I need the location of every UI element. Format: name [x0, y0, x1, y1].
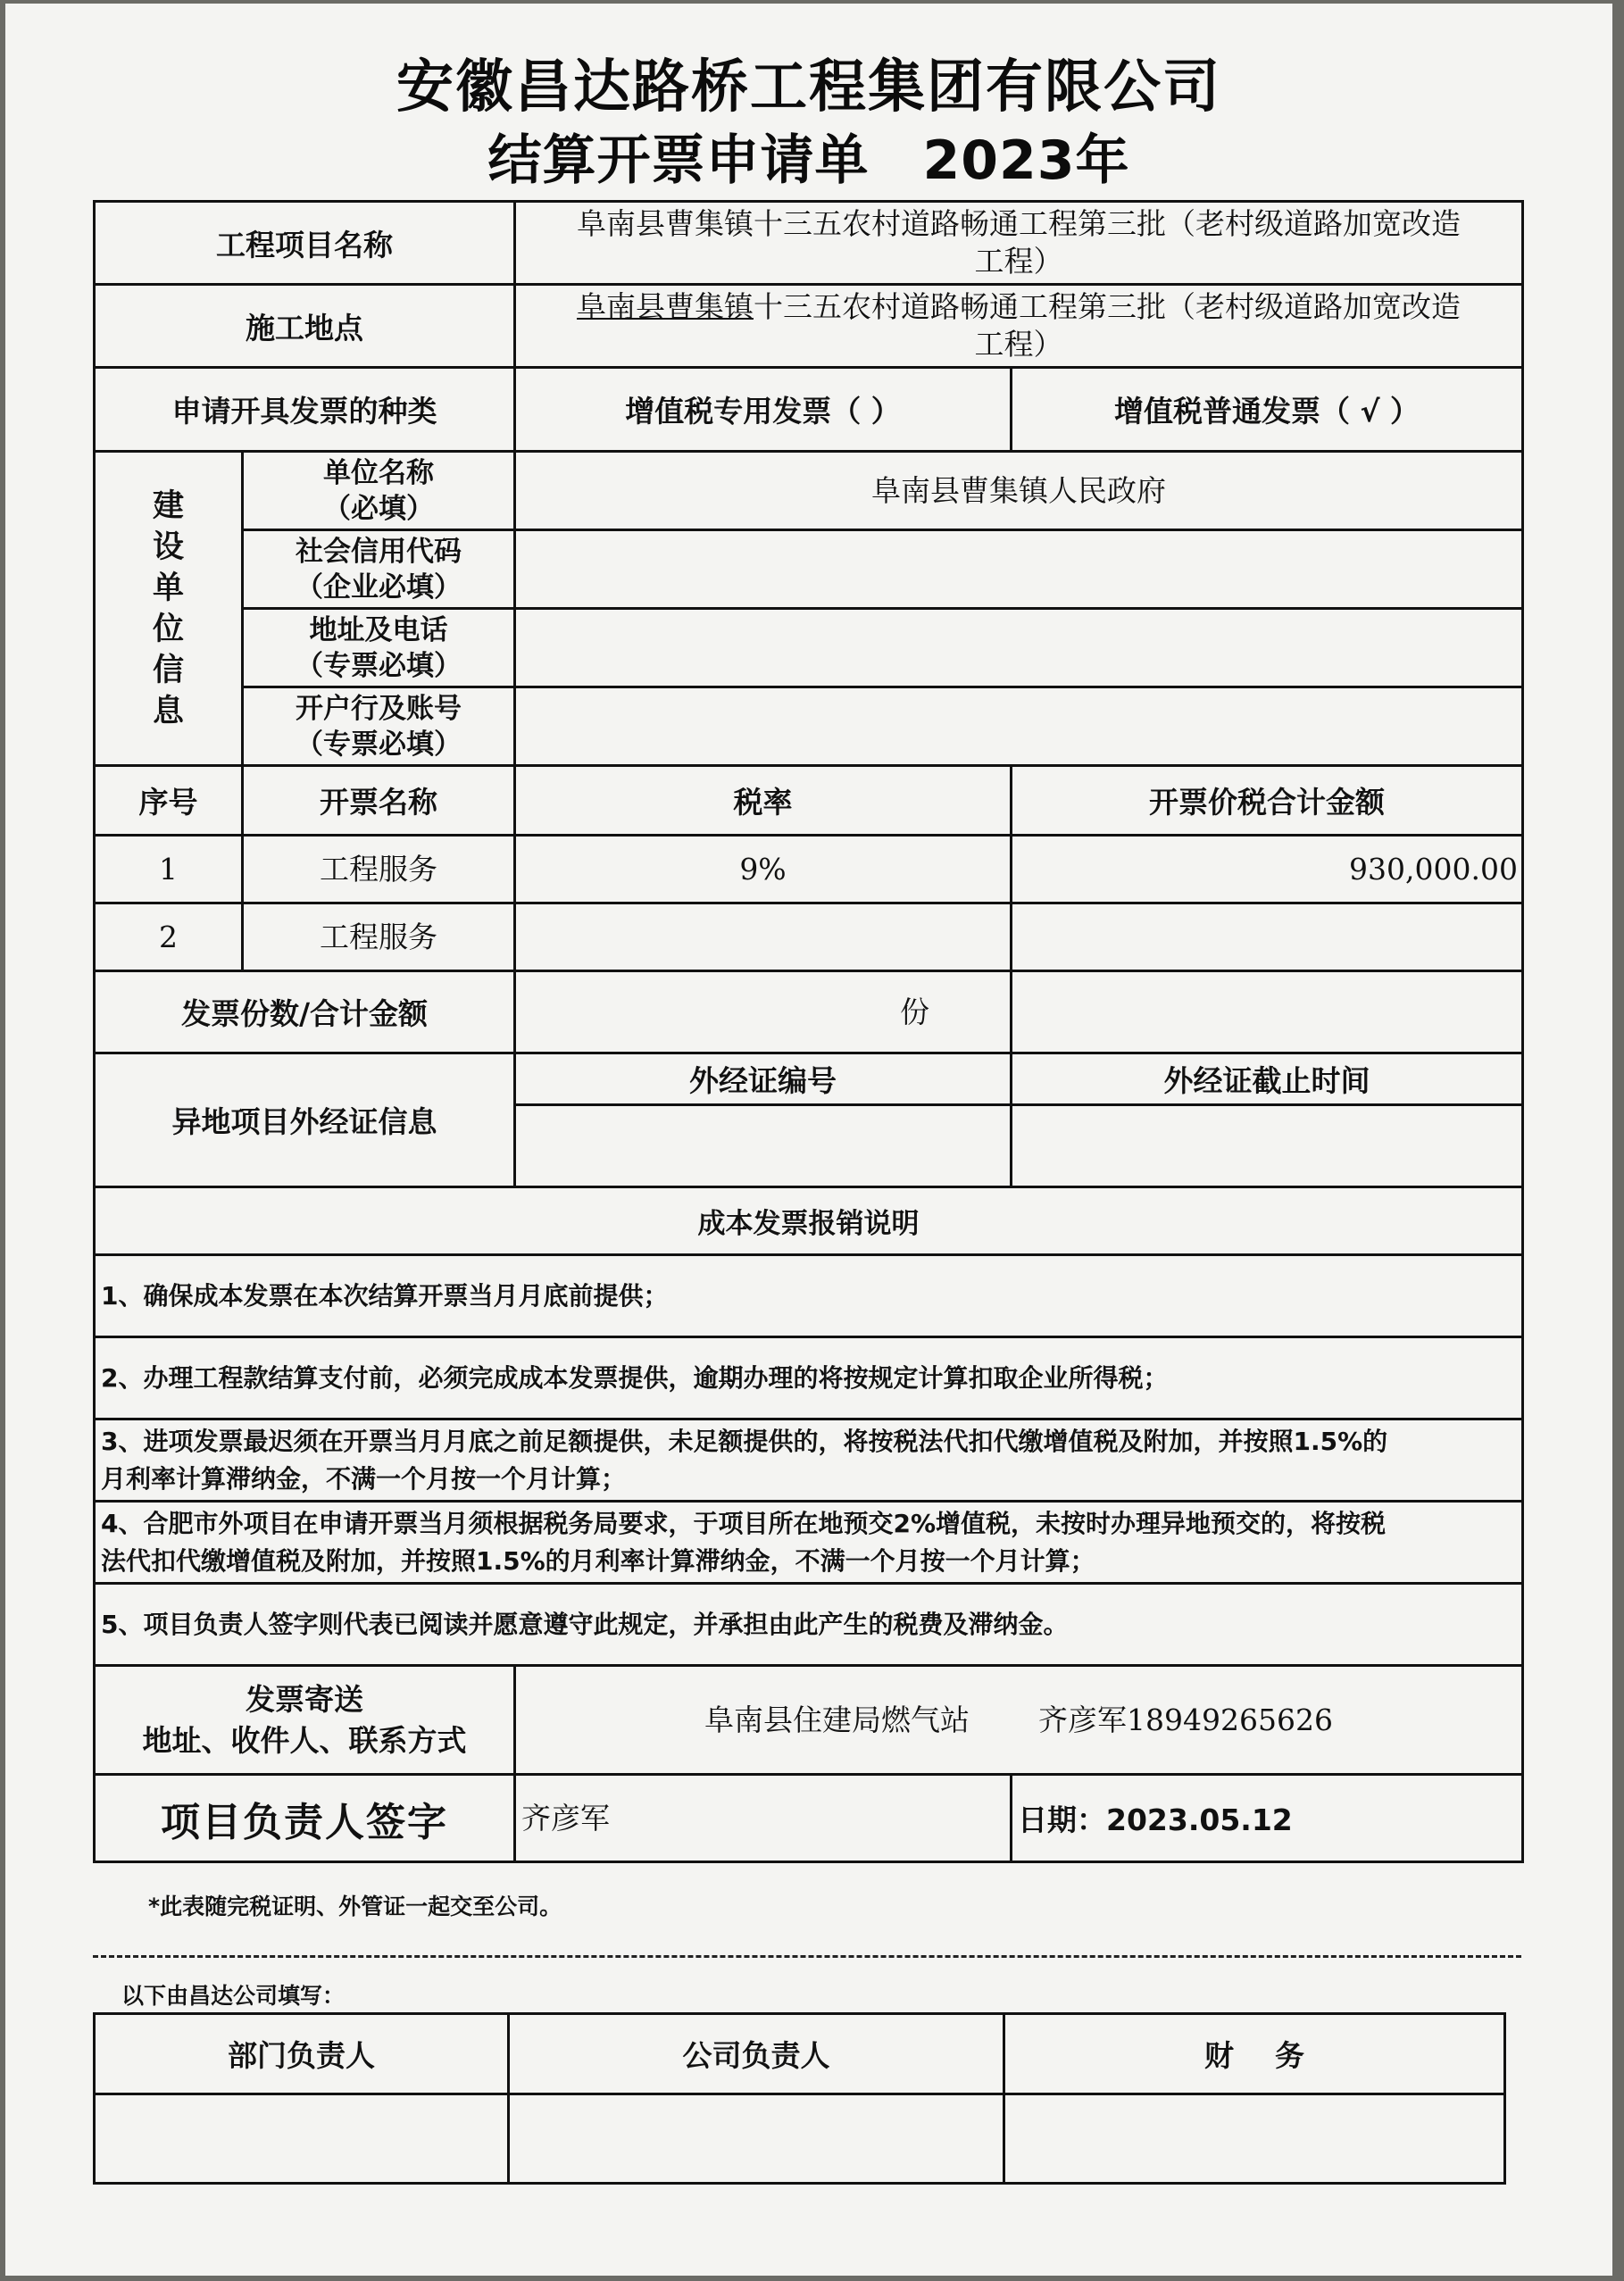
cost-note-4-line1: 4、合肥市外项目在申请开票当月须根据税务局要求，于项目所在地预交2%增值税，未按时办理异地预交的，将按税 — [101, 1508, 1387, 1538]
signature-date: 日期：2023.05.12 — [1012, 1775, 1523, 1862]
delivery-address: 阜南县住建局燃气站 — [704, 1702, 970, 1737]
cost-notes-title-row — [95, 1187, 1523, 1255]
site-value — [515, 285, 1523, 368]
form-title-text: 结算开票申请单 — [487, 129, 870, 192]
delivery-recipient: 齐彦军18949265626 — [1038, 1702, 1333, 1737]
signature-name: 齐彦军 — [515, 1775, 1012, 1862]
bank-account-label-l1: 开户行及账号 — [296, 692, 462, 725]
site-underlined-text: 阜南县曹集镇 — [577, 289, 754, 324]
builder-char: 位 — [152, 611, 184, 647]
credit-code-label — [243, 530, 515, 609]
signature-row — [95, 1775, 1523, 1862]
item-no: 2 — [95, 903, 243, 971]
items-header-row — [95, 766, 1523, 836]
finance-sign — [1004, 2094, 1505, 2184]
delivery-row — [95, 1666, 1523, 1775]
company-head-sign — [509, 2094, 1004, 2184]
delivery-label-line2: 地址、收件人、联系方式 — [142, 1722, 467, 1758]
builder-row-credit-code — [95, 530, 1523, 609]
site-label: 施工地点 — [95, 285, 515, 368]
builder-info-group-label — [95, 452, 243, 766]
totals-amount — [1012, 971, 1523, 1053]
cost-note-1 — [95, 1255, 1523, 1337]
invoice-type-label: 申请开具发票的种类 — [95, 368, 515, 452]
project-name-row — [95, 202, 1523, 285]
invoice-type-row — [95, 368, 1523, 452]
company-title: 安徽昌达路桥工程集团有限公司 — [396, 54, 1221, 121]
address-phone-label-l1: 地址及电话 — [309, 613, 448, 646]
footnote: *此表随完税证明、外管证一起交至公司。 — [148, 1894, 562, 1919]
offsite-label: 异地项目外经证信息 — [95, 1053, 515, 1187]
cert-deadline-value — [1012, 1105, 1523, 1187]
builder-row-bank — [95, 687, 1523, 766]
delivery-value — [515, 1666, 1523, 1775]
item-no: 1 — [95, 836, 243, 903]
company-approval-table — [93, 2012, 1506, 2185]
col-header-name: 开票名称 — [243, 766, 515, 836]
unit-name-label-l2: （必填） — [323, 492, 434, 525]
item-amount — [1012, 903, 1523, 971]
cost-note-2 — [95, 1337, 1523, 1419]
delivery-label — [95, 1666, 515, 1775]
approval-header-row — [95, 2014, 1505, 2094]
item-row — [95, 903, 1523, 971]
invoice-type-normal: 增值税普通发票（ √ ） — [1012, 368, 1523, 452]
site-row — [95, 285, 1523, 368]
cost-note-3-line1: 3、进项发票最迟须在开票当月月底之前足额提供，未足额提供的，将按税法代扣代缴增值税及附加，并按照1.5%的 — [101, 1426, 1388, 1456]
cost-notes-title: 成本发票报销说明 — [95, 1187, 1523, 1255]
builder-char: 单 — [152, 570, 184, 606]
site-line2: 工程） — [974, 327, 1063, 362]
builder-row-address — [95, 609, 1523, 687]
bank-account-value — [515, 687, 1523, 766]
form-year: 2023年 — [922, 129, 1130, 192]
offsite-header-row — [95, 1053, 1523, 1105]
builder-row-unit-name — [95, 452, 1523, 530]
address-phone-label-l2: （专票必填） — [296, 649, 462, 682]
site-line1 — [521, 288, 1516, 326]
bank-account-label-l2: （专票必填） — [296, 728, 462, 761]
item-rate — [515, 903, 1012, 971]
credit-code-label-l2: （企业必填） — [296, 570, 462, 604]
col-header-rate: 税率 — [515, 766, 1012, 836]
finance-label: 财 务 — [1004, 2014, 1505, 2094]
site-line1-rest: 十三五农村道路畅通工程第三批（老村级道路加宽改造 — [754, 289, 1461, 324]
cost-note-5 — [95, 1584, 1523, 1666]
project-name-line1: 阜南县曹集镇十三五农村道路畅通工程第三批（老村级道路加宽改造 — [577, 206, 1461, 241]
bank-account-label — [243, 687, 515, 766]
unit-name-value: 阜南县曹集镇人民政府 — [515, 452, 1523, 530]
cert-deadline-label: 外经证截止时间 — [1012, 1053, 1523, 1105]
cost-note-5-line1: 5、项目负责人签字则代表已阅读并愿意遵守此规定，并承担由此产生的税费及滞纳金。 — [101, 1609, 1069, 1639]
credit-code-value — [515, 530, 1523, 609]
cost-note-row — [95, 1337, 1523, 1419]
cost-note-4 — [95, 1502, 1523, 1584]
project-name-label: 工程项目名称 — [95, 202, 515, 285]
form-paper — [5, 4, 1612, 2276]
cut-line — [93, 1955, 1521, 1958]
col-header-amount: 开票价税合计金额 — [1012, 766, 1523, 836]
builder-char: 建 — [152, 487, 184, 524]
approval-sign-row — [95, 2094, 1505, 2184]
cost-note-1-line1: 1、确保成本发票在本次结算开票当月月底前提供； — [101, 1280, 669, 1311]
credit-code-label-l1: 社会信用代码 — [296, 535, 462, 568]
item-rate: 9% — [515, 836, 1012, 903]
project-name-value — [515, 202, 1523, 285]
address-phone-value — [515, 609, 1523, 687]
col-header-no: 序号 — [95, 766, 243, 836]
cost-note-3 — [95, 1419, 1523, 1502]
project-name-line2: 工程） — [974, 244, 1063, 279]
cost-note-2-line1: 2、办理工程款结算支付前，必须完成成本发票提供，逾期办理的将按规定计算扣取企业所得税； — [101, 1362, 1169, 1393]
item-name: 工程服务 — [243, 836, 515, 903]
totals-copies: 份 — [515, 971, 1012, 1053]
unit-name-label-l1: 单位名称 — [323, 456, 434, 489]
application-table — [93, 200, 1524, 1863]
builder-char: 信 — [152, 652, 184, 688]
item-row — [95, 836, 1523, 903]
cost-note-4-line2: 法代扣代缴增值税及附加，并按照1.5%的月利率计算滞纳金，不满一个月按一个月计算； — [101, 1545, 1095, 1576]
item-name: 工程服务 — [243, 903, 515, 971]
delivery-label-line1: 发票寄送 — [246, 1681, 363, 1717]
form-title — [5, 118, 1612, 195]
builder-char: 息 — [152, 693, 184, 729]
cert-no-value — [515, 1105, 1012, 1187]
cost-note-row — [95, 1502, 1523, 1584]
signature-label: 项目负责人签字 — [95, 1775, 515, 1862]
invoice-type-special: 增值税专用发票（ ） — [515, 368, 1012, 452]
cost-note-row — [95, 1419, 1523, 1502]
cert-no-label: 外经证编号 — [515, 1053, 1012, 1105]
unit-name-label — [243, 452, 515, 530]
builder-char: 设 — [152, 529, 184, 565]
cost-note-row — [95, 1255, 1523, 1337]
company-head-label: 公司负责人 — [509, 2014, 1004, 2094]
dept-head-sign — [95, 2094, 509, 2184]
totals-row — [95, 971, 1523, 1053]
cost-note-row — [95, 1584, 1523, 1666]
cost-note-3-line2: 月利率计算滞纳金，不满一个月按一个月计算； — [101, 1463, 627, 1494]
dept-head-label: 部门负责人 — [95, 2014, 509, 2094]
address-phone-label — [243, 609, 515, 687]
company-section-intro: 以下由昌达公司填写： — [121, 1983, 346, 2009]
item-amount: 930,000.00 — [1012, 836, 1523, 903]
totals-label: 发票份数/合计金额 — [95, 971, 515, 1053]
